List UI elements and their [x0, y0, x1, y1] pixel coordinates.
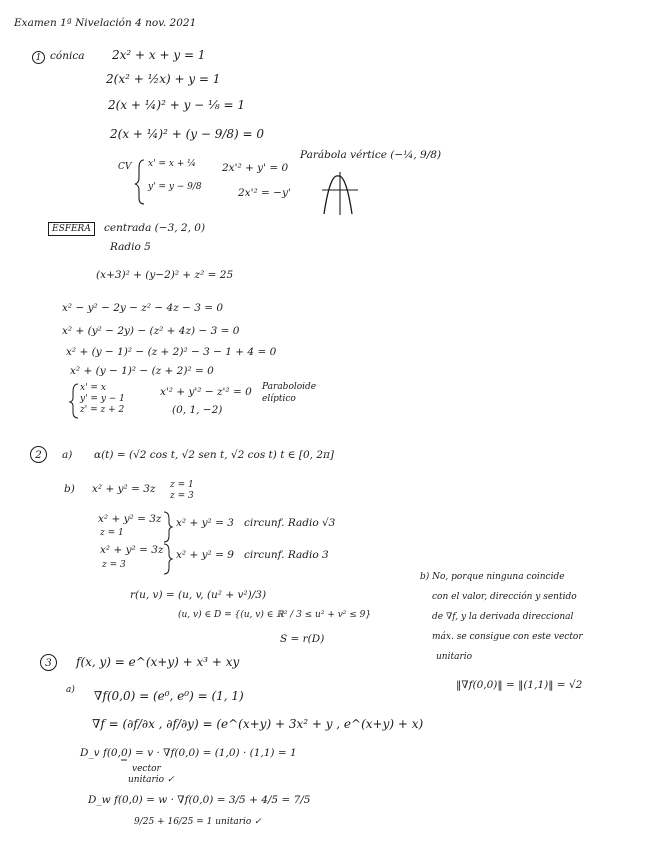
param-domain: (u, v) ∈ D = {(u, v) ∈ ℝ² / 3 ≤ u² + v² ≤ 9}	[178, 610, 372, 620]
cv2-line-1: x' = x	[80, 383, 106, 393]
cv-label: CV	[118, 162, 132, 172]
reduced-line-1: 2x'² + y' = 0	[222, 162, 289, 174]
section-2a-label: a)	[62, 449, 73, 461]
cv-line-2: y' = y − 9/8	[148, 182, 202, 192]
section-1-label: cónica	[50, 50, 85, 62]
param-surface: r(u, v) = (u, v, (u² + v²)/3)	[130, 589, 267, 601]
directional-derivative-1: D_v f(0,0) = v · ∇f(0,0) = (1,0) · (1,1) = 1	[80, 747, 297, 759]
z-value-1: z = 1	[170, 480, 194, 490]
esfera-box: ESFERA	[48, 222, 95, 236]
esfera-equation: (x+3)² + (y−2)² + z² = 25	[96, 269, 234, 281]
parabola-result: Parábola vértice (−¼, 9/8)	[300, 149, 442, 161]
section-2-number: 2	[30, 446, 47, 463]
side-note-5: unitario	[436, 652, 473, 662]
cv2-line-2: y' = y − 1	[80, 394, 125, 404]
section-2b-text: x² + y² = 3z	[92, 483, 156, 495]
cv-line-1: x' = x + ¼	[148, 159, 196, 169]
sys1-note: circunf. Radio √3	[244, 517, 336, 529]
cone-center: (0, 1, −2)	[172, 404, 223, 416]
vector-note-2: unitario ✓	[128, 775, 175, 785]
conic-line-3: 2(x + ¼)² + y − ⅛ = 1	[108, 98, 245, 112]
gradient-formula: ∇f = (∂f/∂x , ∂f/∂y) = (e^(x+y) + 3x² + y , e^(x+y) + x)	[92, 717, 424, 731]
step-line-3: x² + (y − 1)² − (z + 2)² − 3 − 1 + 4 = 0	[66, 346, 277, 358]
section-2b-label: b)	[64, 483, 75, 495]
section-2a-text: α(t) = (√2 cos t, √2 sen t, √2 cos t) t ∈ [0, 2π]	[94, 449, 334, 461]
paraboloide-line-2: elíptico	[262, 394, 296, 404]
esfera-center: centrada (−3, 2, 0)	[104, 222, 206, 234]
sys1-result: x² + y² = 3	[176, 517, 234, 529]
side-note-1: b) No, porque ninguna coincide	[420, 572, 565, 582]
gradient-norm: ‖∇f(0,0)‖ = ‖(1,1)‖ = √2	[456, 679, 583, 691]
vector-note-1: vector	[132, 764, 161, 774]
sys2-result: x² + y² = 9	[176, 549, 234, 561]
paraboloide-line-1: Paraboloide	[262, 382, 317, 392]
section-3-function: f(x, y) = e^(x+y) + x³ + xy	[76, 655, 240, 669]
conic-line-4: 2(x + ¼)² + (y − 9/8) = 0	[110, 127, 265, 141]
sys1-eq: x² + y² = 3z	[98, 513, 162, 525]
cone-equation: x'² + y'² − z'² = 0	[160, 386, 252, 398]
z-value-2: z = 3	[170, 491, 194, 501]
section-1-number: 1	[32, 51, 45, 64]
unit-check: 9/25 + 16/25 = 1 unitario ✓	[134, 817, 262, 827]
sys2-z: z = 3	[102, 560, 126, 570]
side-note-4: máx. se consigue con este vector	[432, 632, 583, 642]
step-line-4: x² + (y − 1)² − (z + 2)² = 0	[70, 365, 214, 377]
section-3-number: 3	[40, 654, 57, 671]
step-line-1: x² − y² − 2y − z² − 4z − 3 = 0	[62, 302, 224, 314]
sys1-z: z = 1	[100, 528, 124, 538]
cv2-line-3: z' = z + 2	[80, 405, 125, 415]
esfera-radius: Radio 5	[110, 241, 151, 253]
surface-def: S = r(D)	[280, 633, 325, 645]
reduced-line-2: 2x'² = −y'	[238, 187, 291, 199]
side-note-3: de ∇f, y la derivada direccional	[432, 612, 574, 622]
directional-derivative-2: D_w f(0,0) = w · ∇f(0,0) = 3/5 + 4/5 = 7/5	[88, 794, 311, 806]
conic-line-2: 2(x² + ½x) + y = 1	[106, 72, 221, 86]
sys2-note: circunf. Radio 3	[244, 549, 329, 561]
side-note-2: con el valor, dirección y sentido	[432, 592, 577, 602]
conic-line-1: 2x² + x + y = 1	[112, 48, 206, 62]
step-line-2: x² + (y² − 2y) − (z² + 4z) − 3 = 0	[62, 325, 240, 337]
sys2-eq: x² + y² = 3z	[100, 544, 164, 556]
section-3a-label: a)	[66, 685, 75, 695]
exam-title: Examen 1ª Nivelación 4 nov. 2021	[14, 17, 197, 29]
gradient-at-origin: ∇f(0,0) = (e⁰, e⁰) = (1, 1)	[94, 689, 244, 703]
